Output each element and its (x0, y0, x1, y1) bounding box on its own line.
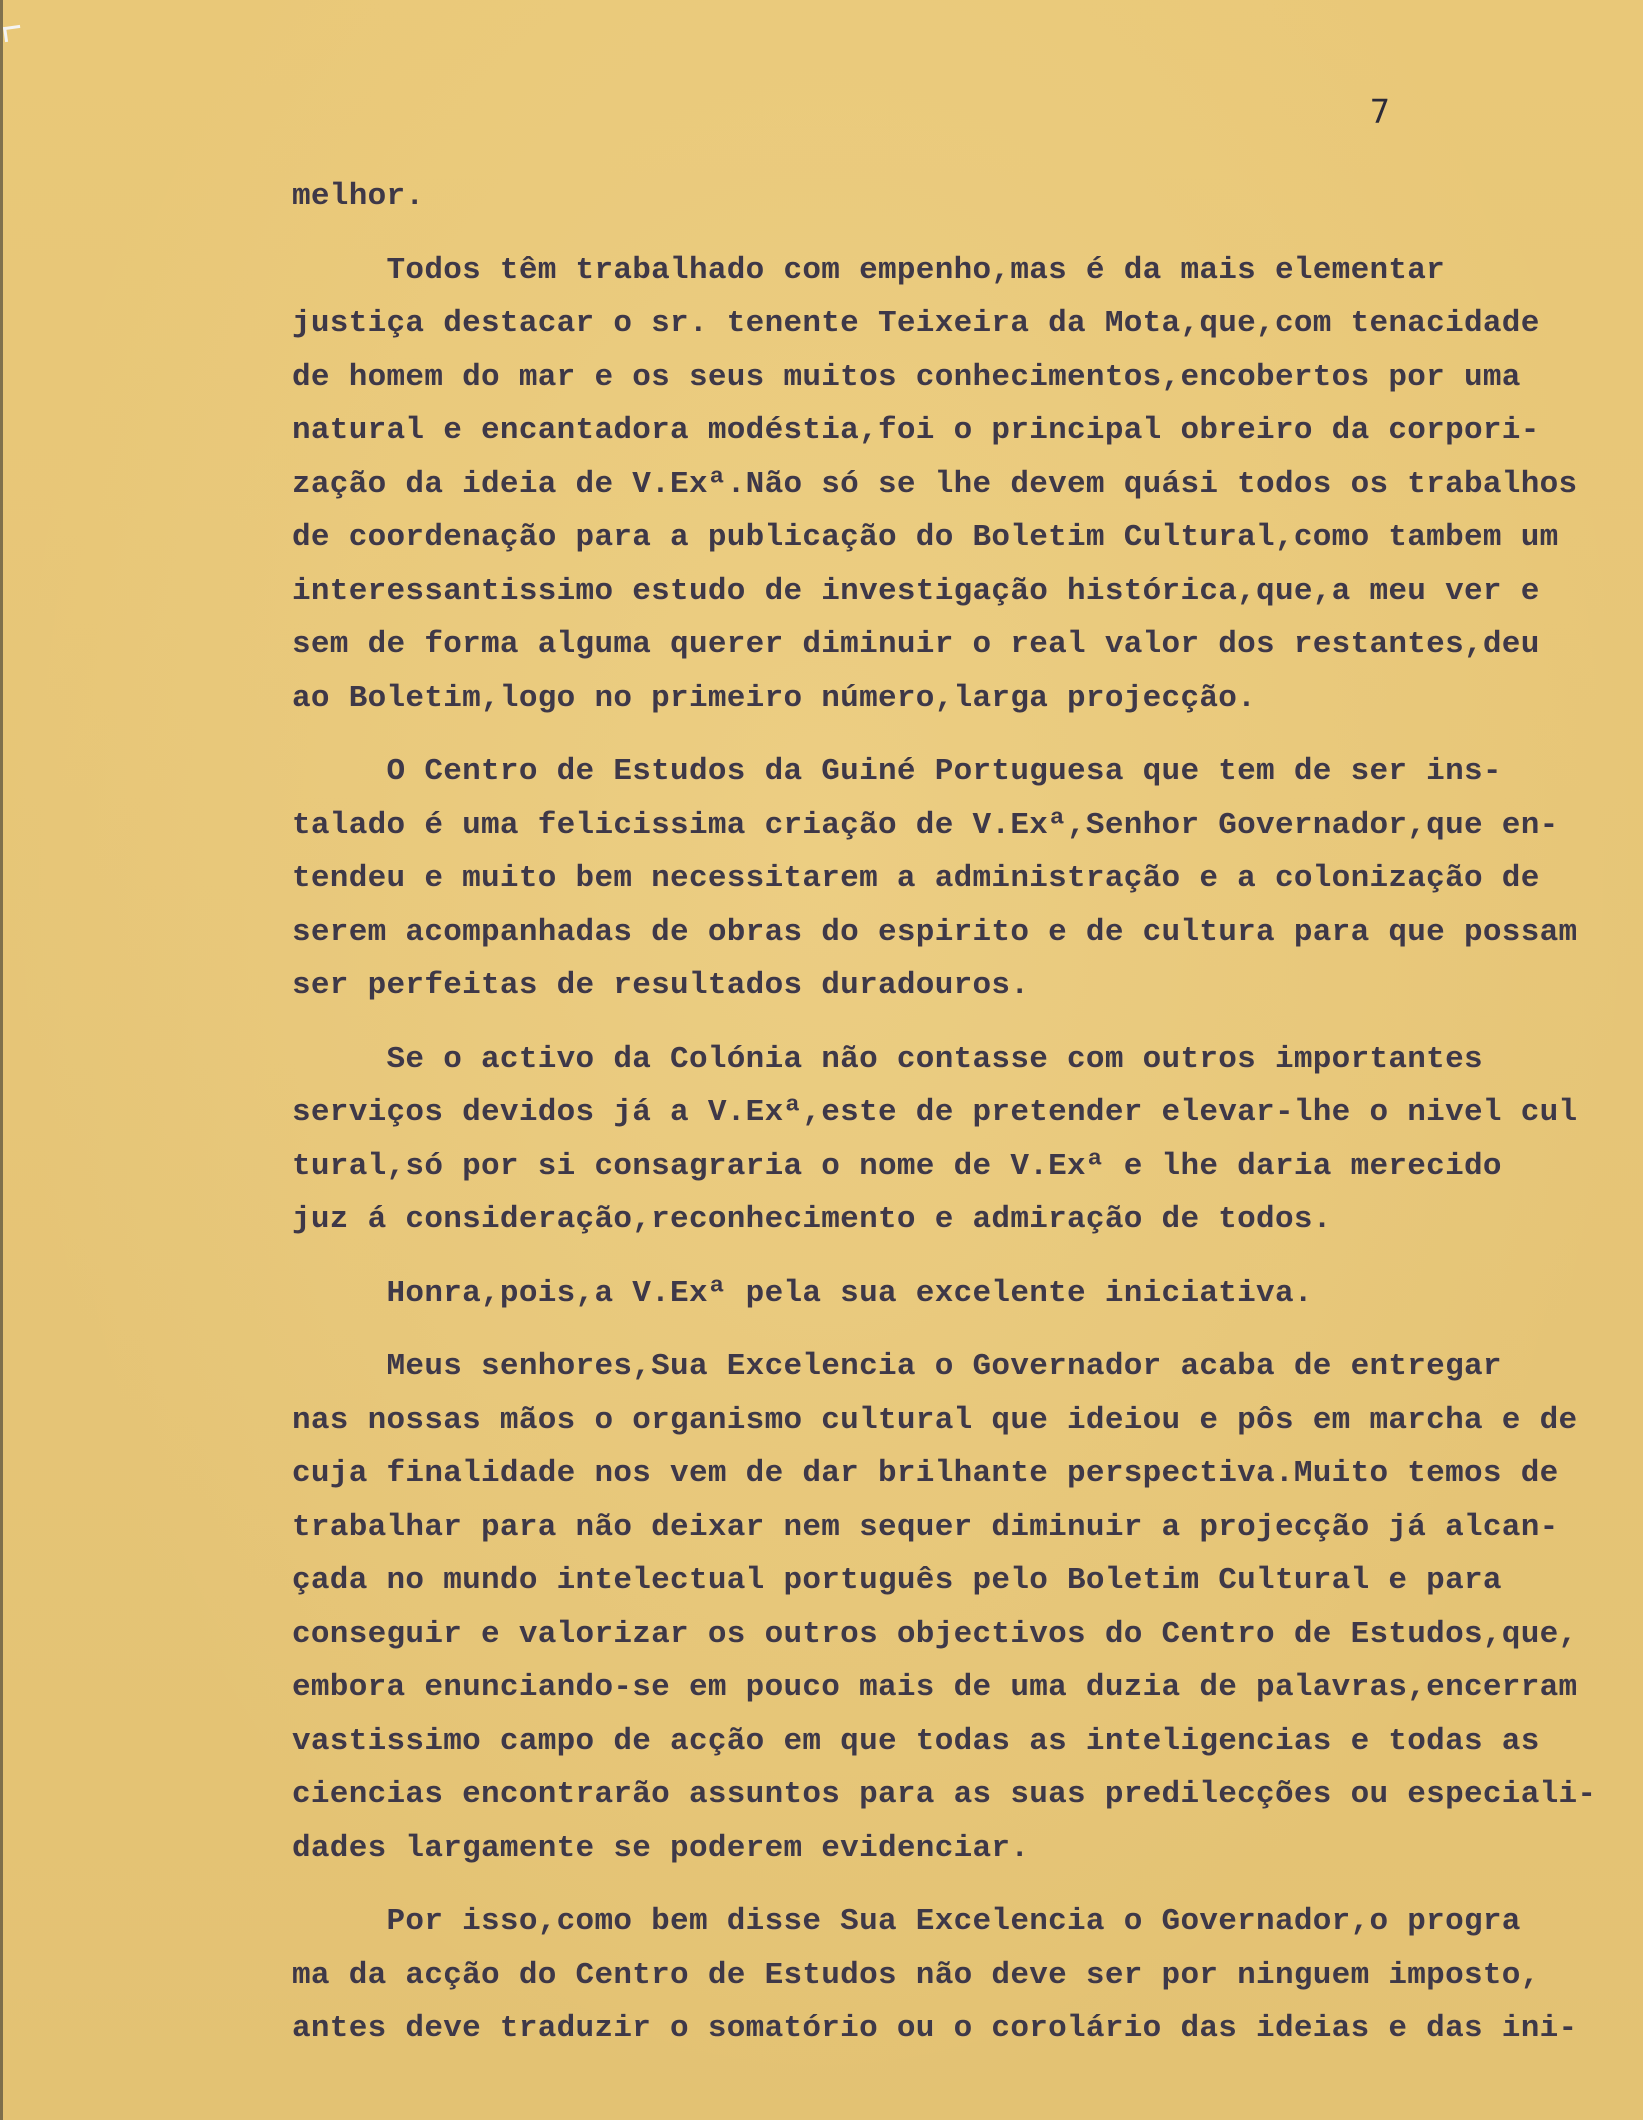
text-line: Se o activo da Colónia não contasse com outros importantes (292, 1041, 1483, 1077)
paragraph-4 (292, 1033, 1632, 1247)
text-line: interessantissimo estudo de investigação histórica,que,a meu ver e (292, 573, 1540, 609)
text-line: conseguir e valorizar os outros objectivos do Centro de Estudos,que, (292, 1616, 1578, 1652)
text-line: ciencias encontrarão assuntos para as suas predilecções ou especiali- (292, 1777, 1597, 1812)
text-line: melhor. (292, 179, 425, 214)
text-line: embora enunciando-se em pouco mais de uma duzia de palavras,encerram (292, 1670, 1578, 1705)
text-line: vastissimo campo de acção em que todas as inteligencias e todas as (292, 1723, 1540, 1759)
body-text (292, 170, 1632, 2056)
text-line: dades largamente se poderem evidenciar. (292, 1830, 1030, 1866)
text-line: talado é uma felicissima criação de V.Exª,Senhor Governador,que en- (292, 807, 1559, 843)
text-line: zação da ideia de V.Exª.Não só se lhe devem quási todos os trabalhos (292, 466, 1578, 502)
paragraph-1 (292, 170, 1632, 224)
text-line: ao Boletim,logo no primeiro número,larga projecção. (292, 680, 1257, 716)
paragraph-6 (292, 1340, 1632, 1875)
text-line: ser perfeitas de resultados duradouros. (292, 968, 1030, 1003)
text-line: cuja finalidade nos vem de dar brilhante perspectiva.Muito temos de (292, 1456, 1559, 1491)
text-line: juz á consideração,reconhecimento e admiração de todos. (292, 1202, 1332, 1237)
scan-edge (0, 0, 3, 2120)
paragraph-2 (292, 244, 1632, 726)
text-line: justiça destacar o sr. tenente Teixeira da Mota,que,com tenacidade (292, 306, 1540, 341)
text-line: serem acompanhadas de obras do espirito e de cultura para que possam (292, 914, 1578, 950)
text-line: ma da acção do Centro de Estudos não deve ser por ninguem imposto, (292, 1957, 1540, 1993)
text-line: Por isso,como bem disse Sua Excelencia o Governador,o progra (292, 1904, 1521, 1939)
text-line: tural,só por si consagraria o nome de V.Exª e lhe daria merecido (292, 1148, 1502, 1184)
text-line: de coordenação para a publicação do Boletim Cultural,como tambem um (292, 520, 1559, 555)
text-line: natural e encantadora modéstia,foi o principal obreiro da corpori- (292, 413, 1540, 448)
text-line: antes deve traduzir o somatório ou o corolário das ideias e das ini- (292, 2011, 1578, 2046)
paragraph-3 (292, 745, 1632, 1013)
text-line: tendeu e muito bem necessitarem a administração e a colonização de (292, 861, 1540, 896)
text-line: Meus senhores,Sua Excelencia o Governador acaba de entregar (292, 1349, 1502, 1384)
text-line: de homem do mar e os seus muitos conhecimentos,encobertos por uma (292, 359, 1521, 395)
text-line: sem de forma alguma querer diminuir o real valor dos restantes,deu (292, 627, 1540, 662)
page-number: 7 (1370, 92, 1391, 131)
text-line: çada no mundo intelectual português pelo Boletim Cultural e para (292, 1563, 1502, 1598)
paragraph-7 (292, 1895, 1632, 2056)
text-line: trabalhar para não deixar nem sequer diminuir a projecção já alcan- (292, 1509, 1559, 1545)
paragraph-5 (292, 1267, 1632, 1321)
text-line: serviços devidos já a V.Exª,este de pretender elevar-lhe o nivel cul (292, 1095, 1578, 1130)
text-line: O Centro de Estudos da Guiné Portuguesa que tem de ser ins- (292, 754, 1502, 789)
corner-fold-mark (3, 25, 22, 42)
text-line: Todos têm trabalhado com empenho,mas é da mais elementar (292, 252, 1446, 288)
text-line: Honra,pois,a V.Exª pela sua excelente iniciativa. (292, 1275, 1313, 1311)
text-line: nas nossas mãos o organismo cultural que ideiou e pôs em marcha e de (292, 1402, 1578, 1438)
